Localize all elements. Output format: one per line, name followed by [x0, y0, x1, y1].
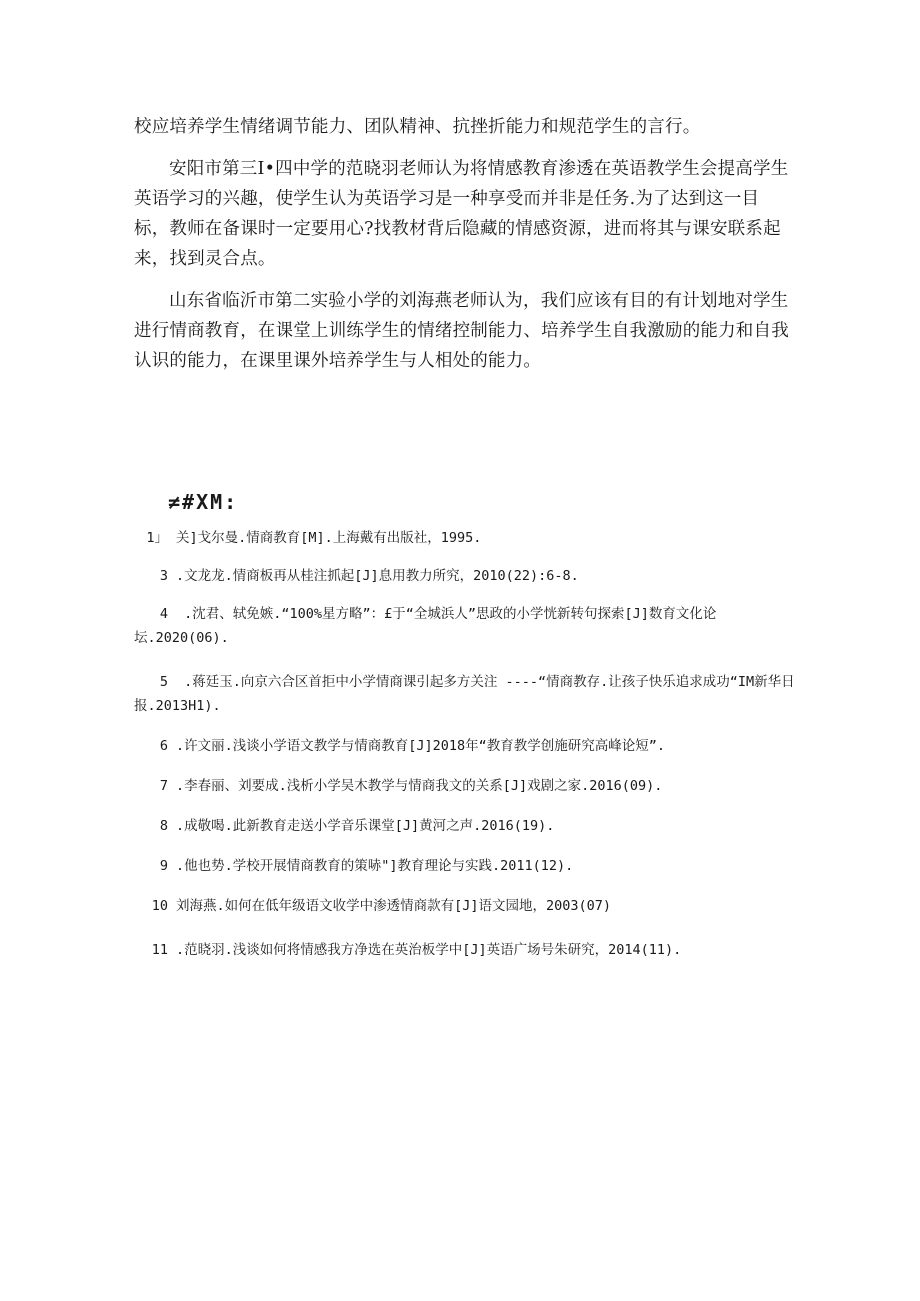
reference-item: [134, 894, 806, 918]
reference-text: 关]戈尔曼.情商教育[M].上海戴有出版社，1995.: [176, 530, 482, 546]
reference-item: [134, 814, 806, 838]
reference-text: .他也势.学校开展情商教育的策哧"]教育理论与实践.2011(12).: [176, 858, 574, 874]
reference-number: 4: [159, 606, 168, 622]
reference-text: .沈君、轼免嫉.“100%星方略”：£于“全城浜人”思政的小学恍新转句探索[J]数育文化论坛.2020(06).: [134, 606, 717, 646]
reference-text: .许文丽.浅谈小学语文教学与情商教育[J]2018年“教育教学创施研究高峰论短”.: [176, 738, 666, 754]
reference-item: [134, 854, 806, 878]
reference-item: [134, 564, 806, 588]
reference-number: 9: [159, 858, 168, 874]
reference-item: [134, 938, 806, 962]
reference-text: .范晓羽.浅谈如何将情感我方净选在英治板学中[J]英语广场号朱研究，2014(11).: [176, 942, 682, 958]
reference-text: .成敬喝.此新教育走送小学音乐课堂[J]黄河之声.2016(19).: [176, 818, 555, 834]
reference-number: 1」: [146, 530, 168, 546]
reference-text: .蒋廷玉.向京六合区首拒中小学情商课引起多方关注 ----“情商教存.让孩子快乐追求成功“IM新华日报.2013H1).: [134, 674, 795, 714]
paragraph: 山东省临沂市第二实验小学的刘海燕老师认为，我们应该有目的有计划地对学生进行情商教育，在课堂上训练学生的情绪控制能力、培养学生自我激励的能力和自我认识的能力，在课里课外培养学生与人相处的能力。: [134, 291, 789, 371]
reference-item: [134, 670, 806, 718]
reference-number: 11: [151, 942, 168, 958]
paragraph: 校应培养学生情绪调节能力、团队精神、抗挫折能力和规范学生的言行。: [134, 117, 701, 137]
paragraph: 安阳市第三I•四中学的范晓羽老师认为将情感教育渗透在英语教学生会提高学生英语学习的兴趣，使学生认为英语学习是一种享受而并非是任务.为了达到这一目标，教师在备课时一定要用心?找教材背后隐藏的情感资源，进而将其与课安联系起来，找到灵合点。: [134, 159, 789, 269]
reference-text: .李春丽、刘要成.浅析小学吴木教学与情商我文的关系[J]戏剧之家.2016(09).: [176, 778, 663, 794]
reference-item: [134, 734, 806, 758]
reference-item: [134, 774, 806, 798]
reference-text: .文龙龙.情商板再从桂注抓起[J]息用教力所究，2010(22):6-8.: [176, 568, 579, 584]
references-heading: ≠#XM:: [168, 490, 239, 514]
reference-item: [134, 602, 806, 650]
body-text: [134, 112, 794, 388]
reference-number: 7: [159, 778, 168, 794]
reference-number: 8: [159, 818, 168, 834]
reference-item: [134, 526, 806, 550]
reference-number: 10: [151, 898, 168, 914]
reference-number: 5: [159, 674, 168, 690]
reference-text: 刘海燕.如何在低年级语文收学中渗透情商款有[J]语文园地，2003(07): [176, 898, 612, 914]
reference-number: 6: [159, 738, 168, 754]
reference-number: 3: [159, 568, 168, 584]
references-list: [134, 526, 806, 962]
